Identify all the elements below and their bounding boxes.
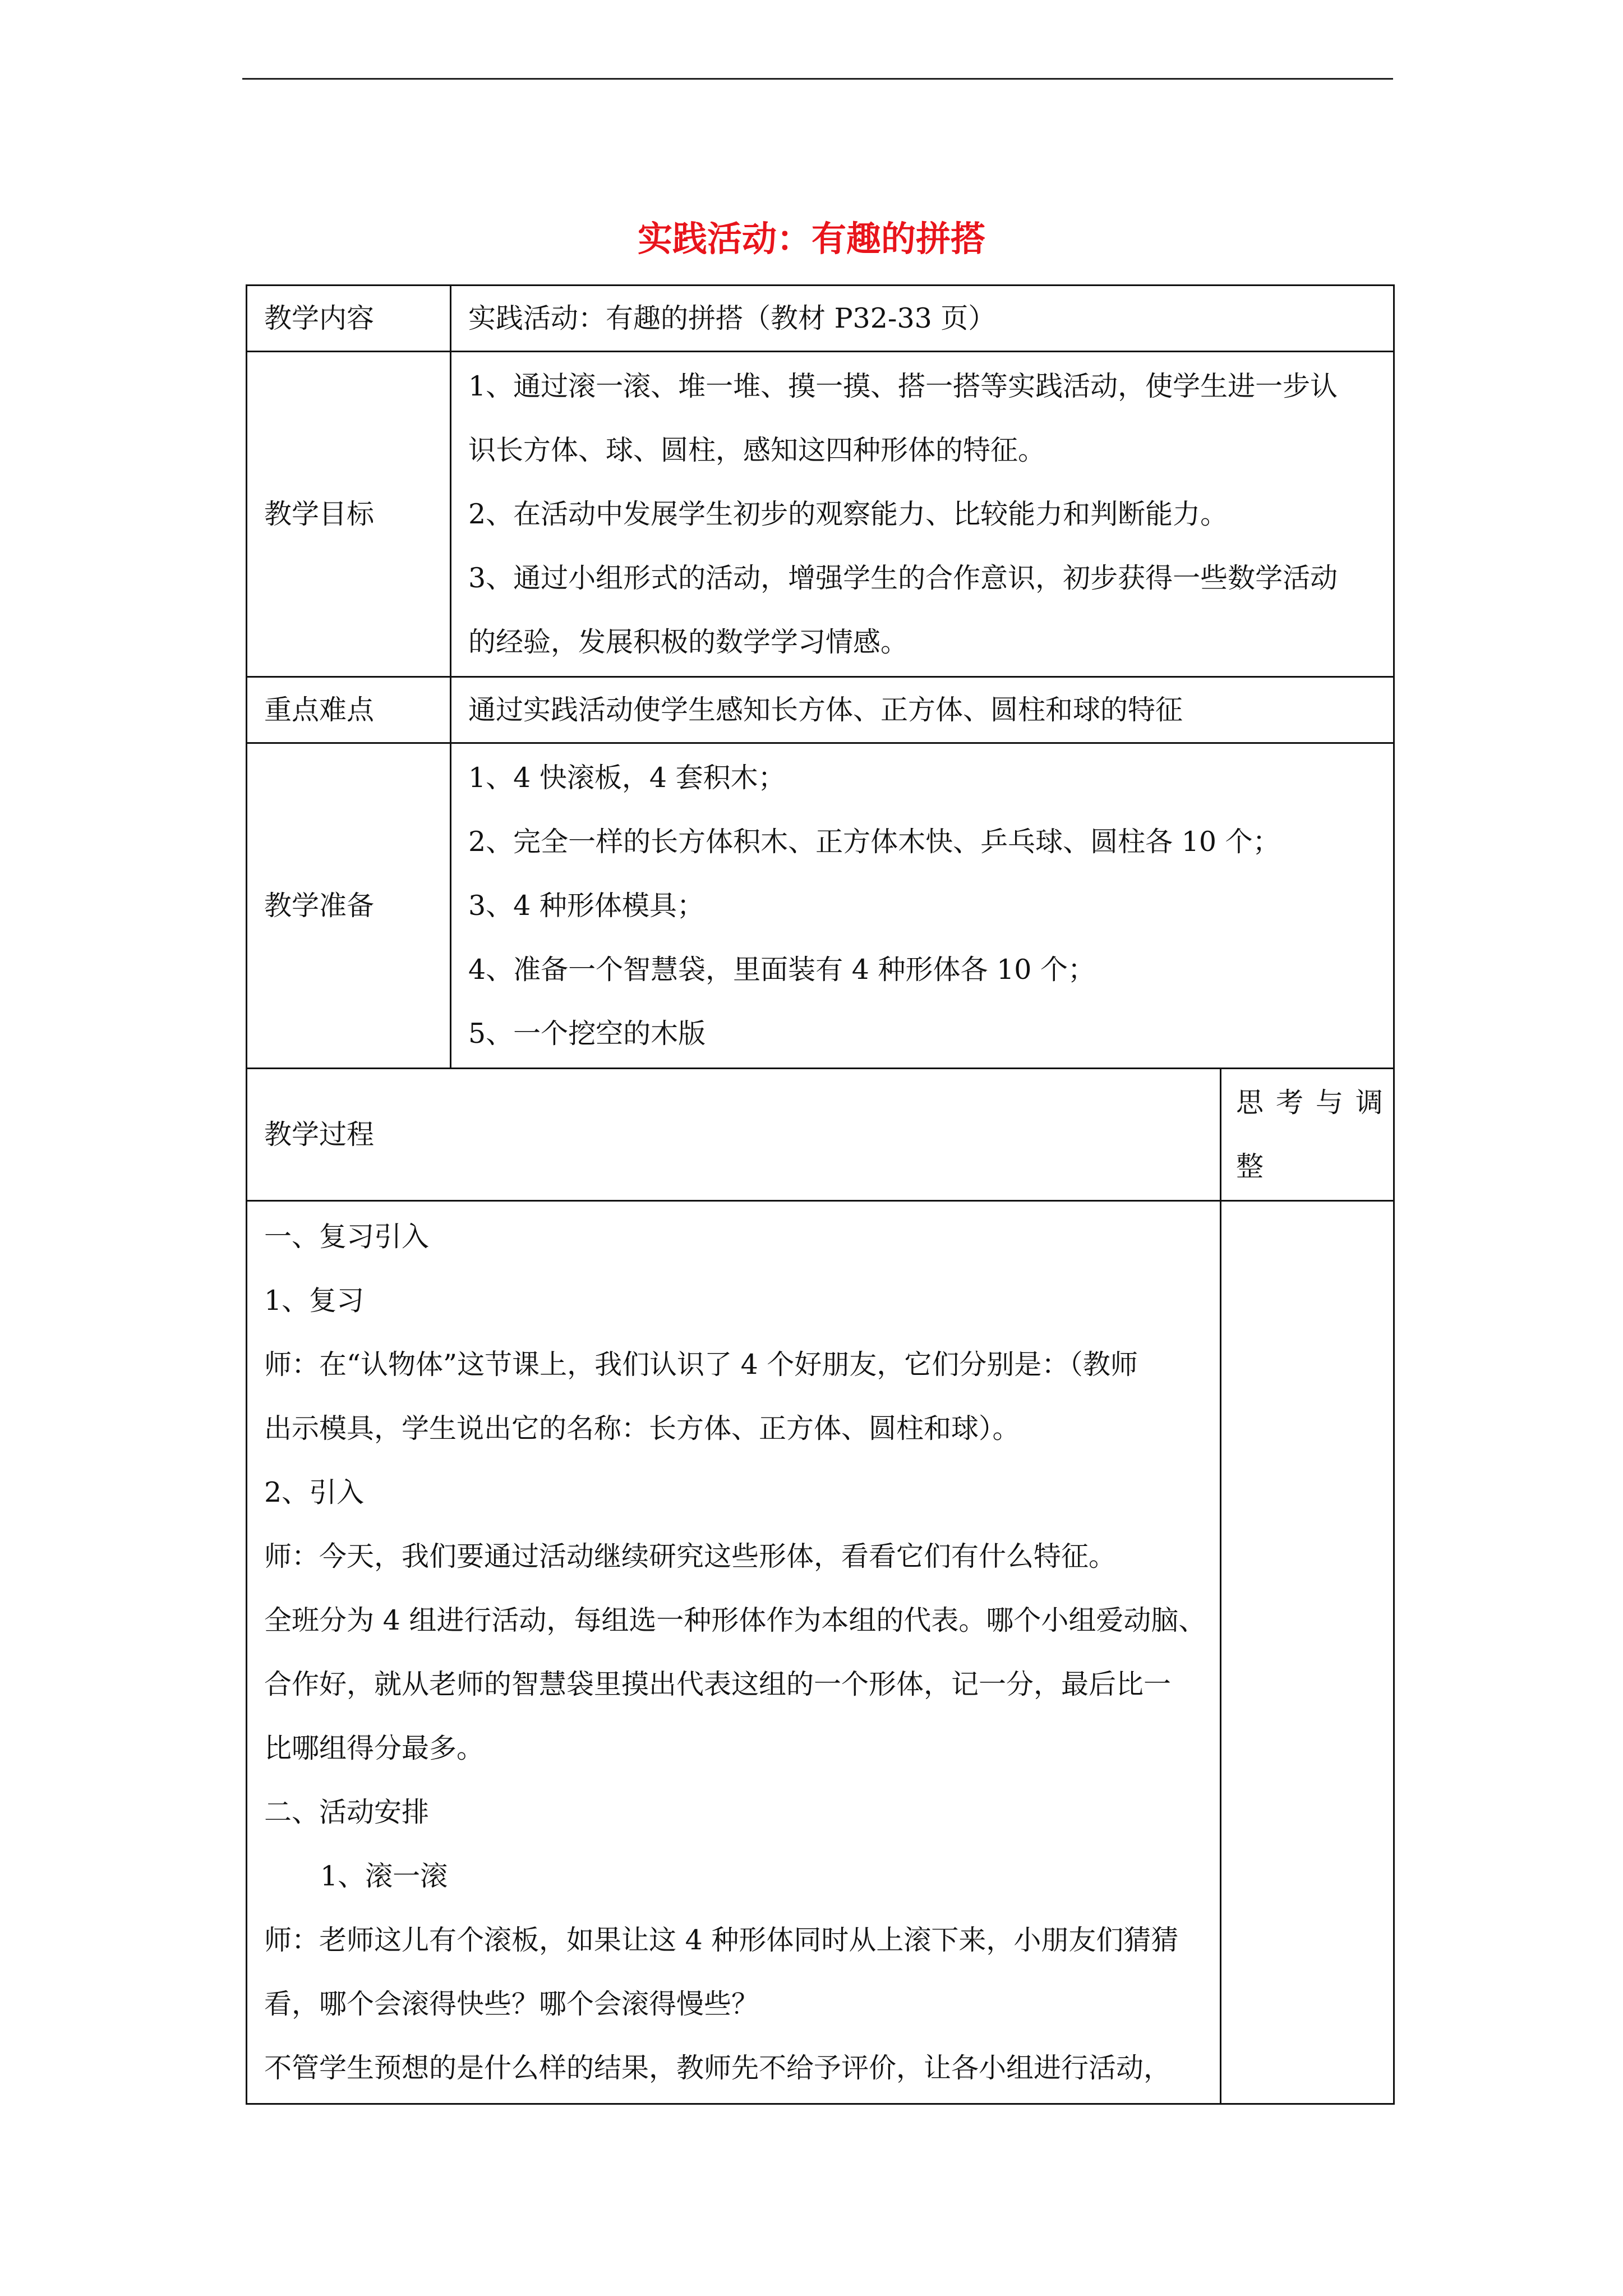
process-line: 不管学生预想的是什么样的结果，教师先不给予评价，让各小组进行活动，: [264, 2052, 1172, 2084]
process-line: 二、活动安排: [264, 1796, 430, 1828]
row-key-points: [247, 677, 1394, 743]
label-content: 教学内容: [247, 286, 451, 352]
reflection-cell: [1221, 1201, 1394, 2104]
preparation-line: 4、准备一个智慧袋，里面装有 4 种形体各 10 个；: [468, 953, 1096, 986]
process-line: 师：老师这儿有个滚板，如果让这 4 种形体同时从上滚下来，小朋友们猜猜: [264, 1924, 1179, 1956]
preparation-line: 3、4 种形体模具；: [468, 889, 704, 922]
process-line: 比哪组得分最多。: [264, 1732, 485, 1764]
value-process: [247, 1201, 1221, 2104]
process-line: 一、复习引入: [264, 1221, 430, 1253]
preparation-line: 2、完全一样的长方体积木、正方体木快、乒乓球、圆柱各 10 个；: [468, 825, 1280, 858]
process-line: 1、复习: [264, 1285, 365, 1317]
value-preparation: [451, 743, 1394, 1069]
row-process: [247, 1201, 1394, 2104]
process-line: 师：在“认物体”这节课上，我们认识了 4 个好朋友，它们分别是：（教师: [264, 1349, 1138, 1381]
objective-line: 2、在活动中发展学生初步的观察能力、比较能力和判断能力。: [468, 498, 1228, 530]
objective-line: 3、通过小组形式的活动，增强学生的合作意识，初步获得一些数学活动: [468, 562, 1338, 594]
objective-line: 识长方体、球、圆柱，感知这四种形体的特征。: [468, 434, 1046, 466]
label-objectives: 教学目标: [247, 352, 451, 677]
value-objectives: [451, 352, 1394, 677]
reflection-line: 整: [1236, 1150, 1264, 1182]
process-line: 1、滚一滚: [320, 1860, 448, 1892]
label-key-points: 重点难点: [247, 677, 451, 743]
label-reflection: [1221, 1069, 1394, 1201]
value-content: 实践活动：有趣的拼搭（教材 P32-33 页）: [451, 286, 1394, 352]
reflection-line: 思考与调: [1236, 1086, 1396, 1119]
process-line: 看，哪个会滚得快些？哪个会滚得慢些？: [264, 1988, 759, 2020]
objective-line: 1、通过滚一滚、堆一堆、摸一摸、搭一搭等实践活动，使学生进一步认: [468, 370, 1338, 402]
row-preparation: [247, 743, 1394, 1069]
process-line: 出示模具，学生说出它的名称：长方体、正方体、圆柱和球）。: [264, 1412, 1020, 1444]
objective-line: 的经验，发展积极的数学学习情感。: [468, 625, 909, 658]
value-key-points: 通过实践活动使学生感知长方体、正方体、圆柱和球的特征: [451, 677, 1394, 743]
process-line: 2、引入: [264, 1476, 365, 1508]
lesson-plan-table: [246, 284, 1395, 2105]
process-line: 合作好，就从老师的智慧袋里摸出代表这组的一个形体，记一分，最后比一: [264, 1668, 1172, 1700]
row-objectives: [247, 352, 1394, 677]
document-title: 实践活动：有趣的拼搭: [637, 218, 985, 259]
label-preparation: 教学准备: [247, 743, 451, 1069]
header-rule: [242, 78, 1393, 80]
process-line: 师：今天，我们要通过活动继续研究这些形体，看看它们有什么特征。: [264, 1540, 1117, 1572]
label-process: 教学过程: [247, 1069, 1221, 1201]
row-content: [247, 286, 1394, 352]
preparation-line: 1、4 快滚板，4 套积木；: [468, 761, 786, 794]
preparation-line: 5、一个挖空的木版: [468, 1017, 706, 1050]
row-process-header: [247, 1069, 1394, 1201]
process-line: 全班分为 4 组进行活动，每组选一种形体作为本组的代表。哪个小组爱动脑、: [264, 1604, 1206, 1636]
